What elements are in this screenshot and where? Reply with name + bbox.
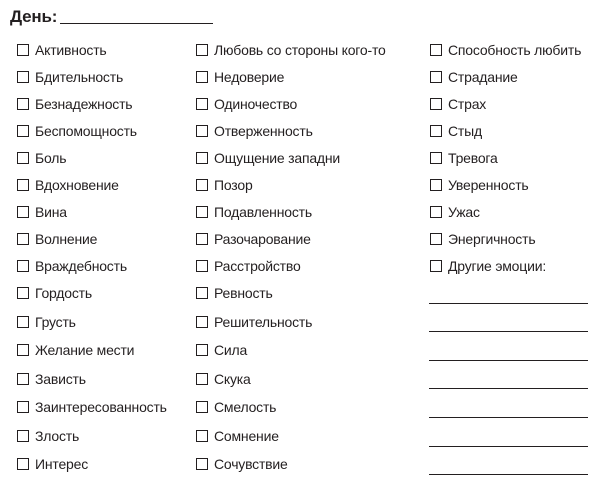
- emotion-checkbox-item[interactable]: [430, 177, 529, 193]
- emotion-label: Уверенность: [448, 177, 529, 193]
- emotion-checkbox-item[interactable]: [196, 150, 340, 166]
- emotion-label: Страдание: [448, 69, 518, 85]
- checkbox-icon[interactable]: [17, 152, 29, 164]
- checkbox-icon[interactable]: [196, 430, 208, 442]
- emotion-checkbox-item[interactable]: [430, 150, 498, 166]
- checkbox-icon[interactable]: [196, 98, 208, 110]
- emotion-label: Разочарование: [214, 231, 311, 247]
- blank-write-line[interactable]: [429, 474, 588, 475]
- checkbox-icon[interactable]: [17, 179, 29, 191]
- checkbox-icon[interactable]: [17, 260, 29, 272]
- emotion-label: Позор: [214, 177, 253, 193]
- emotion-label: Безнадежность: [35, 96, 133, 112]
- emotion-label: Гордость: [35, 285, 92, 301]
- checkbox-icon[interactable]: [430, 98, 442, 110]
- checkbox-icon[interactable]: [196, 206, 208, 218]
- emotion-checkbox-item[interactable]: [430, 69, 518, 85]
- emotion-checkbox-item[interactable]: [196, 371, 251, 387]
- checkbox-icon[interactable]: [430, 233, 442, 245]
- checkbox-icon[interactable]: [17, 71, 29, 83]
- emotion-checkbox-item[interactable]: [17, 428, 79, 444]
- emotion-label: Одиночество: [214, 96, 298, 112]
- emotion-label: Любовь со стороны кого-то: [214, 42, 386, 58]
- emotion-label: Тревога: [448, 150, 498, 166]
- emotion-checkbox-item[interactable]: [17, 96, 132, 112]
- emotion-checkbox-item[interactable]: [430, 231, 535, 247]
- emotion-checkbox-item[interactable]: [196, 399, 276, 415]
- emotion-label: Боль: [35, 150, 67, 166]
- emotion-label: Другие эмоции:: [448, 258, 547, 274]
- checkbox-icon[interactable]: [17, 287, 29, 299]
- emotion-checkbox-item[interactable]: [17, 371, 86, 387]
- emotion-label: Ревность: [214, 285, 273, 301]
- checkbox-icon[interactable]: [196, 71, 208, 83]
- emotion-label: Решительность: [214, 314, 313, 330]
- checkbox-icon[interactable]: [17, 233, 29, 245]
- emotion-checkbox-item[interactable]: [17, 456, 88, 472]
- emotion-checkbox-item[interactable]: [17, 285, 92, 301]
- checkbox-icon[interactable]: [196, 287, 208, 299]
- checkbox-icon[interactable]: [17, 206, 29, 218]
- emotion-label: Энергичность: [448, 231, 536, 247]
- page-title: День:: [10, 7, 58, 26]
- emotion-checkbox-item[interactable]: [430, 123, 482, 139]
- checkbox-icon[interactable]: [196, 179, 208, 191]
- emotion-label: Сочувствие: [214, 456, 288, 472]
- emotion-checkbox-item[interactable]: [196, 123, 313, 139]
- checkbox-icon[interactable]: [430, 125, 442, 137]
- checkbox-icon[interactable]: [430, 260, 442, 272]
- checkbox-icon[interactable]: [17, 316, 29, 328]
- emotion-label: Подавленность: [214, 204, 312, 220]
- emotion-checkbox-item[interactable]: [196, 204, 312, 220]
- emotion-label: Отверженность: [214, 123, 313, 139]
- emotion-label: Способность любить: [448, 42, 582, 58]
- emotion-checkbox-item[interactable]: [17, 177, 119, 193]
- emotion-checkbox-item[interactable]: [196, 69, 284, 85]
- blank-write-line[interactable]: [429, 303, 588, 304]
- blank-write-line[interactable]: [429, 388, 588, 389]
- emotion-checkbox-item[interactable]: [196, 342, 247, 358]
- checkbox-icon[interactable]: [430, 179, 442, 191]
- checkbox-icon[interactable]: [430, 206, 442, 218]
- emotion-label: Злость: [35, 428, 80, 444]
- checkbox-icon[interactable]: [17, 458, 29, 470]
- emotion-label: Смелость: [214, 399, 277, 415]
- emotion-label: Волнение: [35, 231, 98, 247]
- emotion-label: Заинтересованность: [35, 399, 167, 415]
- blank-write-line[interactable]: [429, 417, 588, 418]
- emotion-label: Активность: [35, 42, 107, 58]
- checkbox-icon[interactable]: [196, 152, 208, 164]
- checkbox-icon[interactable]: [17, 98, 29, 110]
- emotion-checkbox-item[interactable]: [196, 285, 273, 301]
- emotion-label: Вдохновение: [35, 177, 119, 193]
- emotion-checkbox-item[interactable]: [17, 399, 167, 415]
- checkbox-icon[interactable]: [196, 344, 208, 356]
- checkbox-icon[interactable]: [196, 260, 208, 272]
- checkbox-icon[interactable]: [17, 373, 29, 385]
- emotion-checkbox-item[interactable]: [17, 150, 66, 166]
- emotion-label: Сомнение: [214, 428, 279, 444]
- emotion-label: Стыд: [448, 123, 482, 139]
- checkbox-icon[interactable]: [17, 401, 29, 413]
- emotion-label: Интерес: [35, 456, 89, 472]
- checkbox-icon[interactable]: [196, 458, 208, 470]
- emotion-checkbox-item[interactable]: [430, 42, 581, 58]
- blank-write-line[interactable]: [429, 446, 588, 447]
- checkbox-icon[interactable]: [430, 71, 442, 83]
- emotion-checkbox-item[interactable]: [17, 42, 107, 58]
- emotion-label: Ощущение западни: [214, 150, 341, 166]
- emotion-checkbox-item[interactable]: [17, 69, 123, 85]
- emotion-checkbox-item[interactable]: [430, 204, 480, 220]
- checkbox-icon[interactable]: [430, 152, 442, 164]
- blank-write-line[interactable]: [429, 360, 588, 361]
- checkbox-icon[interactable]: [196, 44, 208, 56]
- emotion-label: Желание мести: [35, 342, 135, 358]
- checkbox-icon[interactable]: [196, 125, 208, 137]
- day-input-line[interactable]: [60, 23, 213, 24]
- emotion-checkbox-item[interactable]: [196, 456, 288, 472]
- emotion-checkbox-item[interactable]: [17, 314, 76, 330]
- emotion-label: Зависть: [35, 371, 86, 387]
- checkbox-icon[interactable]: [196, 233, 208, 245]
- emotion-checkbox-item[interactable]: [17, 231, 97, 247]
- checkbox-icon[interactable]: [17, 344, 29, 356]
- emotion-label: Расстройство: [214, 258, 301, 274]
- checkbox-icon[interactable]: [17, 430, 29, 442]
- emotion-checkbox-item[interactable]: [196, 258, 301, 274]
- emotion-label: Недоверие: [214, 69, 285, 85]
- emotion-checkbox-item[interactable]: [196, 96, 297, 112]
- emotion-label: Бдительность: [35, 69, 124, 85]
- blank-write-line[interactable]: [429, 331, 588, 332]
- emotion-label: Скука: [214, 371, 251, 387]
- emotion-label: Грусть: [35, 314, 76, 330]
- checkbox-icon[interactable]: [196, 316, 208, 328]
- emotion-checkbox-item[interactable]: [430, 96, 486, 112]
- emotion-checkbox-item[interactable]: [17, 342, 134, 358]
- emotion-checkbox-item[interactable]: [196, 231, 311, 247]
- emotion-label: Беспомощность: [35, 123, 137, 139]
- checkbox-icon[interactable]: [196, 373, 208, 385]
- emotion-checkbox-item[interactable]: [17, 123, 137, 139]
- emotion-checkbox-item[interactable]: [196, 177, 253, 193]
- emotion-checkbox-item[interactable]: [430, 258, 546, 274]
- emotion-label: Враждебность: [35, 258, 127, 274]
- checkbox-icon[interactable]: [196, 401, 208, 413]
- checkbox-icon[interactable]: [17, 44, 29, 56]
- emotion-checkbox-item[interactable]: [17, 258, 127, 274]
- emotion-label: Ужас: [448, 204, 480, 220]
- emotion-checkbox-item[interactable]: [196, 42, 386, 58]
- emotion-label: Страх: [448, 96, 487, 112]
- emotion-label: Сила: [214, 342, 248, 358]
- checkbox-icon[interactable]: [430, 44, 442, 56]
- emotion-checkbox-item[interactable]: [196, 314, 312, 330]
- checkbox-icon[interactable]: [17, 125, 29, 137]
- emotion-label: Вина: [35, 204, 67, 220]
- emotion-checkbox-item[interactable]: [196, 428, 279, 444]
- emotion-checkbox-item[interactable]: [17, 204, 67, 220]
